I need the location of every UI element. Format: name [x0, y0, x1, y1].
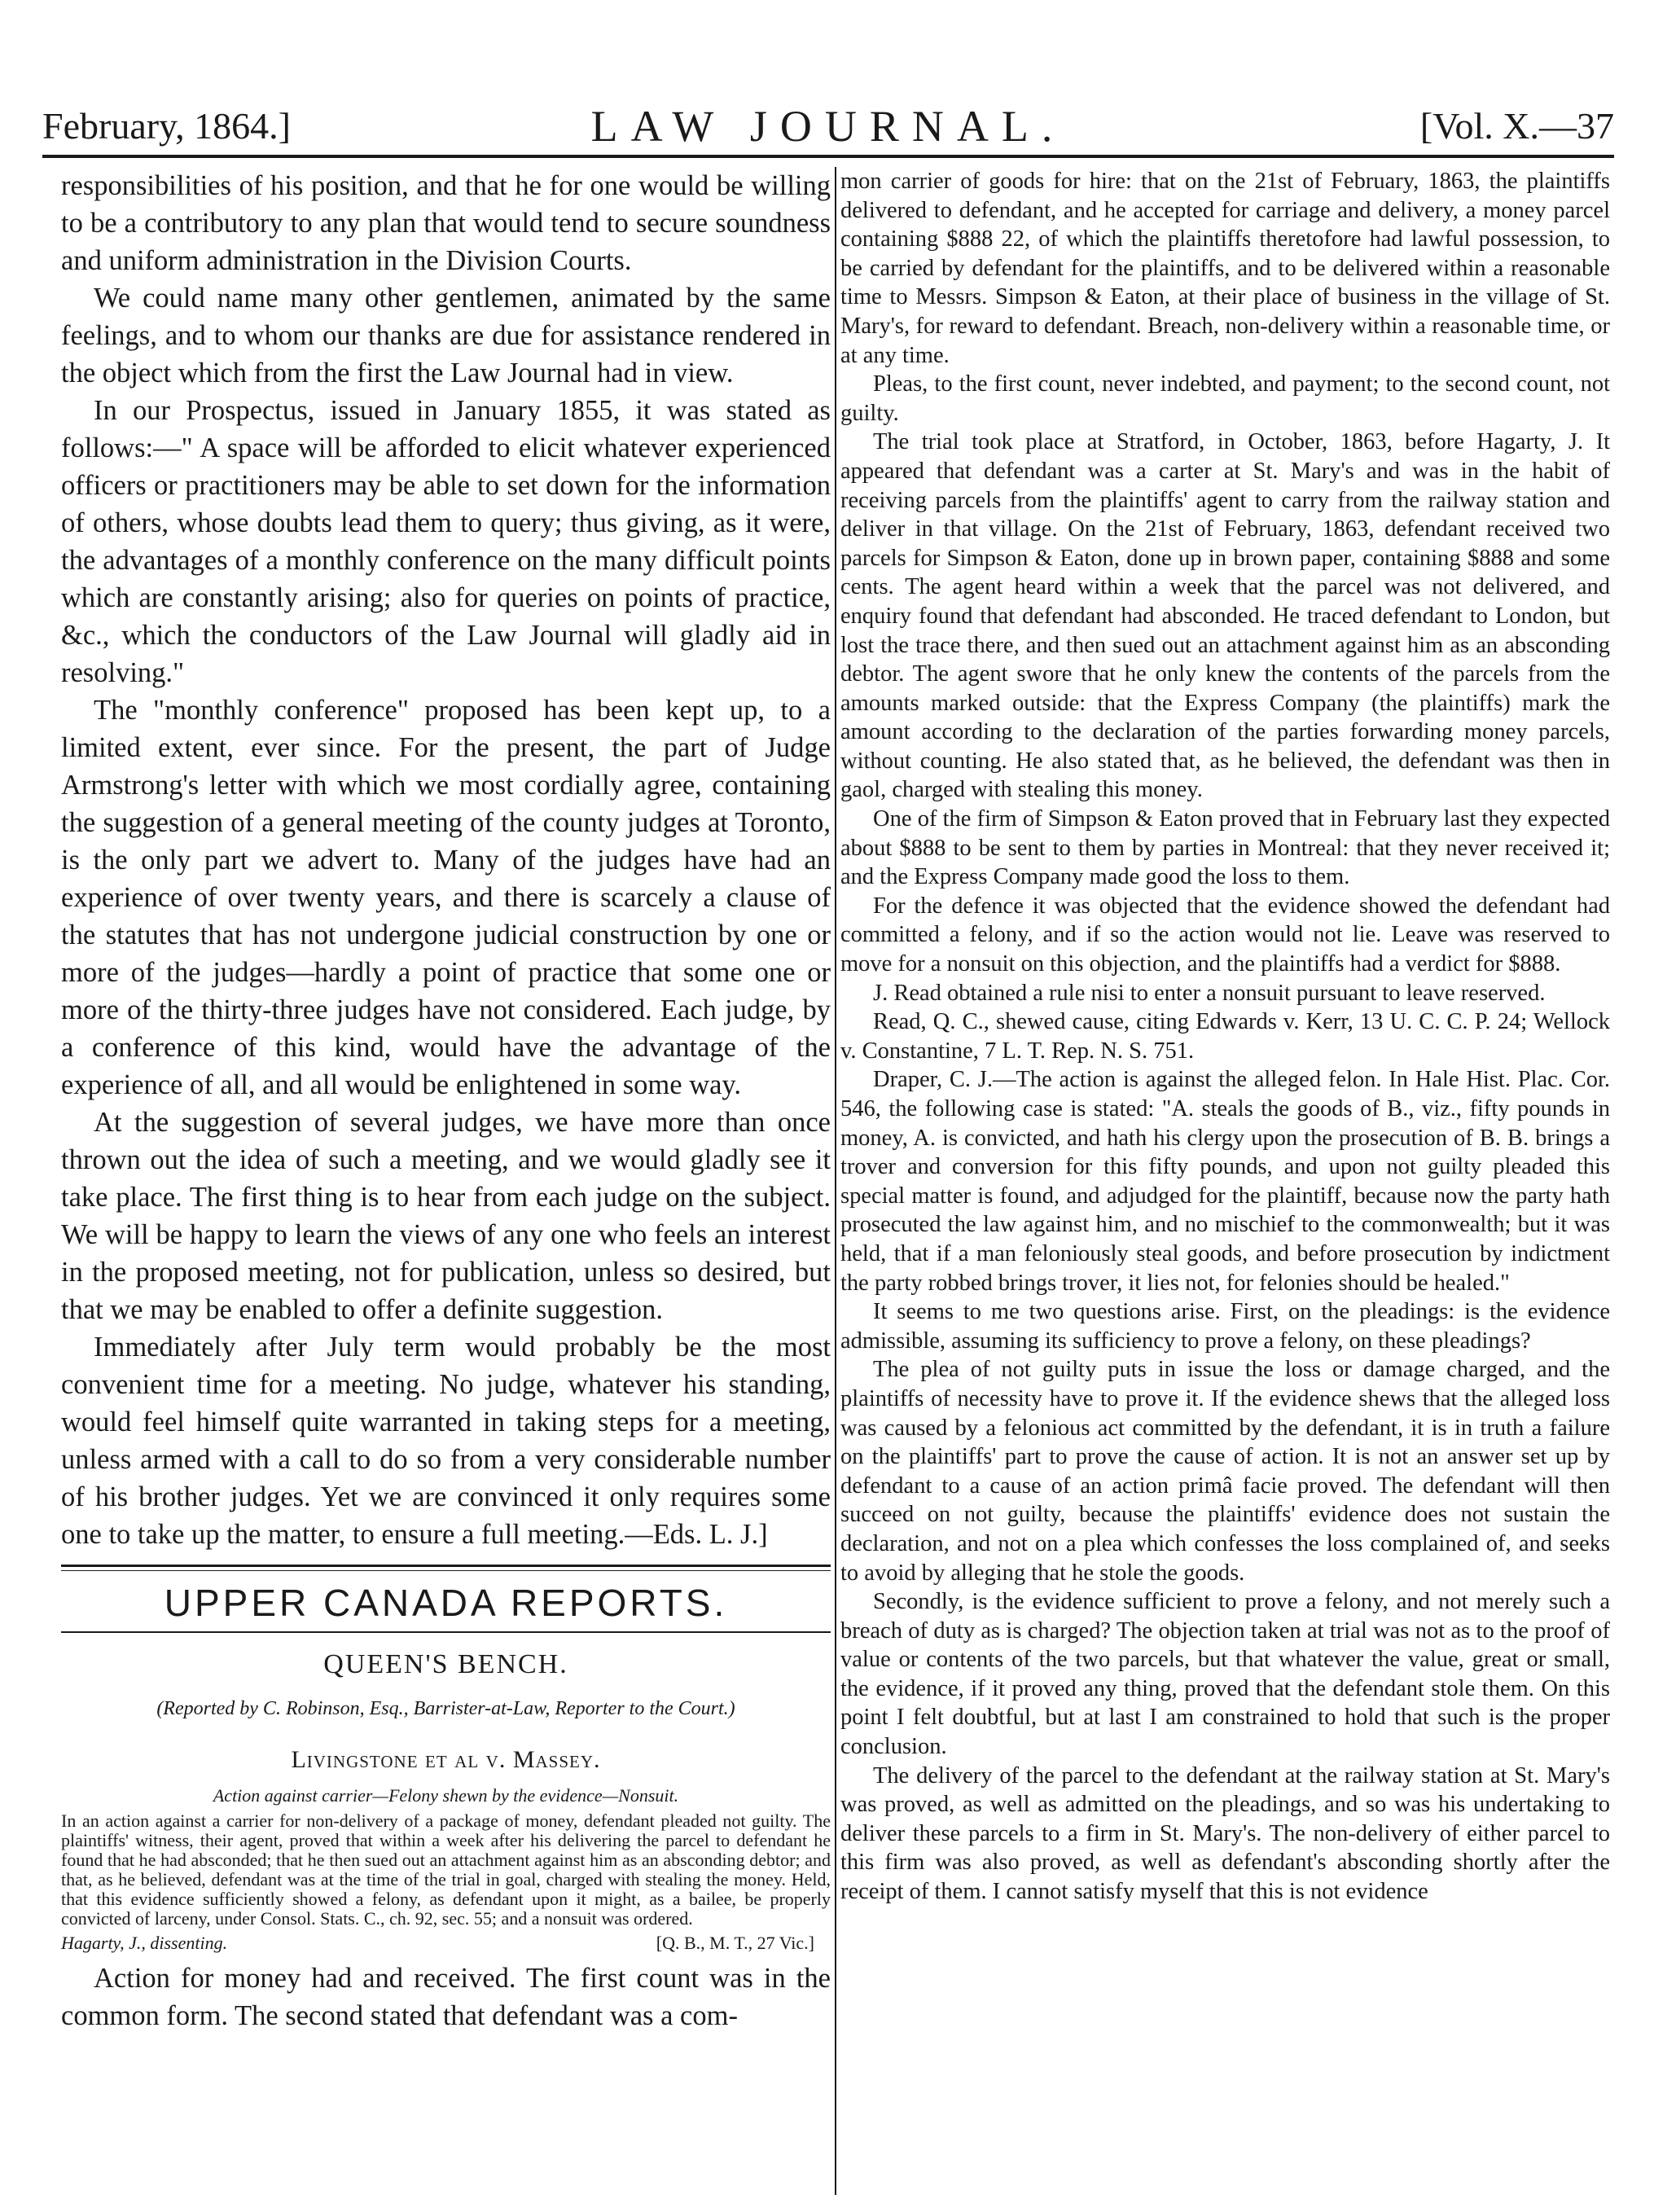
- paragraph: We could name many other gentlemen, animated by the same feelings, and to whom our thanks are due for assistance rendered in the object which from the first the Law Journal had in view.: [61, 283, 831, 388]
- paragraph: Immediately after July term would probably be the most convenient time for a meeting. No judge, whatever his standing, would feel himself quite warranted in taking steps for a meeting, unless armed with a call to do so from a very considerable number of his brother judges. Yet we are convinced it only requires some one to take up the matter, to ensure a full meeting.—Eds. L. J.]: [61, 1332, 831, 1550]
- divider: [61, 1631, 831, 1633]
- paragraph: The "monthly conference" proposed has been kept up, to a limited extent, ever since. For the present, the part of Judge Armstrong's letter with which we most cordially agree, containing the suggestion of a general meeting of the county judges at Toronto, is the only part we advert to. Many of the judges have had an experience of over twenty years, and there is scarcely a clause of the statutes that has not undergone judicial construction by one or more of the judges—hardly a point of practice that some one or more of the thirty-three judges have not considered. Each judge, by a conference of this kind, would have the advantage of the experience of all, and all would be enlightened in some way.: [61, 695, 831, 1100]
- paragraph: In our Prospectus, issued in January 1855, it was stated as follows:—" A space will be afforded to elicit whatever experienced officers or practitioners may be able to set down for the information of others, whose doubts lead them to query; thus giving, as it were, the advantages of a monthly conference on the many difficult points which are constantly arising; also for queries on points of practice, &c., which the conductors of the Law Journal will gladly aid in resolving.": [61, 395, 831, 688]
- left-column: [61, 167, 831, 2034]
- page-header: [42, 98, 1614, 158]
- journal-title: LAW JOURNAL.: [590, 102, 1066, 151]
- paragraph: Secondly, is the evidence sufficient to prove a felony, and not merely such a breach of duty as is charged? The objection taken at trial was not as to the proof of value or contents of the two parcels, but that whatever the value, great or small, the evidence, if it proved any thing, proved that the defendant stole them. On this point I felt doubtful, but at last I am constrained to hold that such is the proper conclusion.: [840, 1589, 1610, 1760]
- paragraph: responsibilities of his position, and that he for one would be willing to be a contributory to any plan that would tend to secure soundness and uniform administration in the Division Courts.: [61, 170, 831, 276]
- paragraph: The delivery of the parcel to the defendant at the railway station at St. Mary's was proved, as well as admitted on the pleadings, and so was his undertaking to deliver these parcels to a firm in St. Mary's. The non-delivery of either parcel to this firm was also proved, as well as defendant's absconding shortly after the receipt of them. I cannot satisfy myself that this is not evidence: [840, 1762, 1610, 1905]
- header-volume: [Vol. X.—37: [1419, 105, 1614, 147]
- paragraph: mon carrier of goods for hire: that on the 21st of February, 1863, the plaintiffs delivered to defendant, and he accepted for carriage and delivery, a money parcel containing $888 22, of which the plaintiffs theretofore had lawful possession, to be carried by defendant for the plaintiffs, and to be delivered within a reasonable time to Messrs. Simpson & Eaton, at their place of business in the village of St. Mary's, for reward to defendant. Breach, non-delivery within a reasonable time, or at any time.: [840, 169, 1610, 368]
- editorial-text: [61, 167, 831, 1553]
- paragraph: At the suggestion of several judges, we have more than once thrown out the idea of such a meeting, and we would gladly see it take place. The first thing is to hear from each judge on the subject. We will be happy to learn the views of any one who feels an interest in the proposed meeting, not for publication, unless so desired, but that we may be enabled to offer a definite suggestion.: [61, 1107, 831, 1325]
- paragraph: It seems to me two questions arise. First, on the pleadings: is the evidence admissible, assuming its sufficiency to prove a felony, on these pleadings?: [840, 1299, 1610, 1354]
- paragraph: J. Read obtained a rule nisi to enter a nonsuit pursuant to leave reserved.: [873, 980, 1546, 1006]
- right-column: [840, 167, 1610, 1907]
- case-title: Livingstone et al v. Massey.: [291, 1746, 601, 1773]
- paragraph: Read, Q. C., shewed cause, citing Edwards v. Kerr, 13 U. C. C. P. 24; Wellock v. Constantine, 7 L. T. Rep. N. S. 751.: [840, 1009, 1610, 1064]
- reporter-line: (Reported by C. Robinson, Esq., Barrister-at-Law, Reporter to the Court.): [156, 1698, 735, 1719]
- header-date: February, 1864.]: [42, 105, 291, 147]
- court-citation: [Q. B., M. T., 27 Vic.]: [656, 1933, 814, 1953]
- paragraph: The plea of not guilty puts in issue the loss or damage charged, and the plaintiffs of necessity have to prove it. If the evidence shews that the alleged loss was caused by a felonious act committed by the defendant, it is in truth a failure on the plaintiffs' part to prove the cause of action. It is not an answer set up by defendant to a cause of an action primâ facie proved. The defendant will then succeed on not guilty, because the plaintiffs' evidence does not sustain the declaration, and not on a plea which confesses the loss complained of, and seeks to avoid by alleging that he stole the goods.: [840, 1357, 1610, 1586]
- headnote: In an action against a carrier for non-delivery of a package of money, defendant pleaded not guilty. The plaintiffs' witness, their agent, proved that within a week after his delivering the parcel to defendant he found that he had absconded; that he then sued out an attachment against him as an absconding debtor; and that, as he believed, defendant was at the time of the trial in goal, charged with stealing the money. Held, that this evidence sufficiently showed a felony, as defendant upon it might, as a bailee, be properly convicted of larceny, under Consol. Stats. C., ch. 92, sec. 55; and a nonsuit was ordered.: [61, 1810, 831, 1929]
- court-name: QUEEN'S BENCH.: [323, 1649, 568, 1679]
- paragraph: Action for money had and received. The first count was in the common form. The second stated that defendant was a com-: [61, 1963, 831, 2031]
- section-rule: [61, 1565, 831, 1571]
- section-title: UPPER CANADA REPORTS.: [164, 1582, 728, 1624]
- paragraph: The trial took place at Stratford, in October, 1863, before Hagarty, J. It appeared that defendant was a carter at St. Mary's and was in the habit of receiving parcels from the plaintiffs' agent to carry from the railway station and deliver in that village. On the 21st of February, 1863, defendant received two parcels for Simpson & Eaton, done up in brown paper, containing $888 and some cents. The agent heard within a week that the parcel was not delivered, and enquiry found that defendant had absconded. He traced defendant to London, but lost the trace there, and then sued out an attachment against him as an absconding debtor. The agent swore that he only knew the contents of the parcels from the amounts marked outside: that the Express Company (the plaintiffs) mark the amount according to the declaration of the parties forwarding money parcels, without counting. He also stated that, as he believed, the defendant was then in gaol, charged with stealing this money.: [840, 429, 1610, 803]
- catchwords: Action against carrier—Felony shewn by the evidence—Nonsuit.: [213, 1785, 679, 1806]
- headnote-footer: [61, 1933, 831, 1955]
- paragraph: Draper, C. J.—The action is against the alleged felon. In Hale Hist. Plac. Cor. 546, the following case is stated: "A. steals the goods of B., viz., fifty pounds in money, A. is convicted, and hath his clergy upon the prosecution of B. B. brings a trover and conversion for this fifty pounds, and upon not guilty pleaded this special matter is found, and adjudged for the plaintiff, because now the party hath prosecuted the law against him, and no mischief to the commonwealth; but it was held, that if a man feloniously steal goods, and before prosecution by indictment the party robbed brings trover, it lies not, for felonies should be healed.": [840, 1067, 1610, 1296]
- dissent-note: Hagarty, J., dissenting.: [61, 1933, 228, 1953]
- paragraph: One of the firm of Simpson & Eaton proved that in February last they expected about $888 to be sent to them by parties in Montreal: that they never received it; and the Express Company made good the loss to them.: [840, 806, 1610, 890]
- case-text: [840, 167, 1610, 1907]
- column-divider: [835, 167, 836, 2195]
- case-text-start: [61, 1960, 831, 2034]
- paragraph: Pleas, to the first count, never indebted, and payment; to the second count, not guilty.: [840, 371, 1610, 426]
- paragraph: For the defence it was objected that the evidence showed the defendant had committed a felony, and if so the action would not lie. Leave was reserved to move for a nonsuit on this objection, and the plaintiffs had a verdict for $888.: [840, 893, 1610, 977]
